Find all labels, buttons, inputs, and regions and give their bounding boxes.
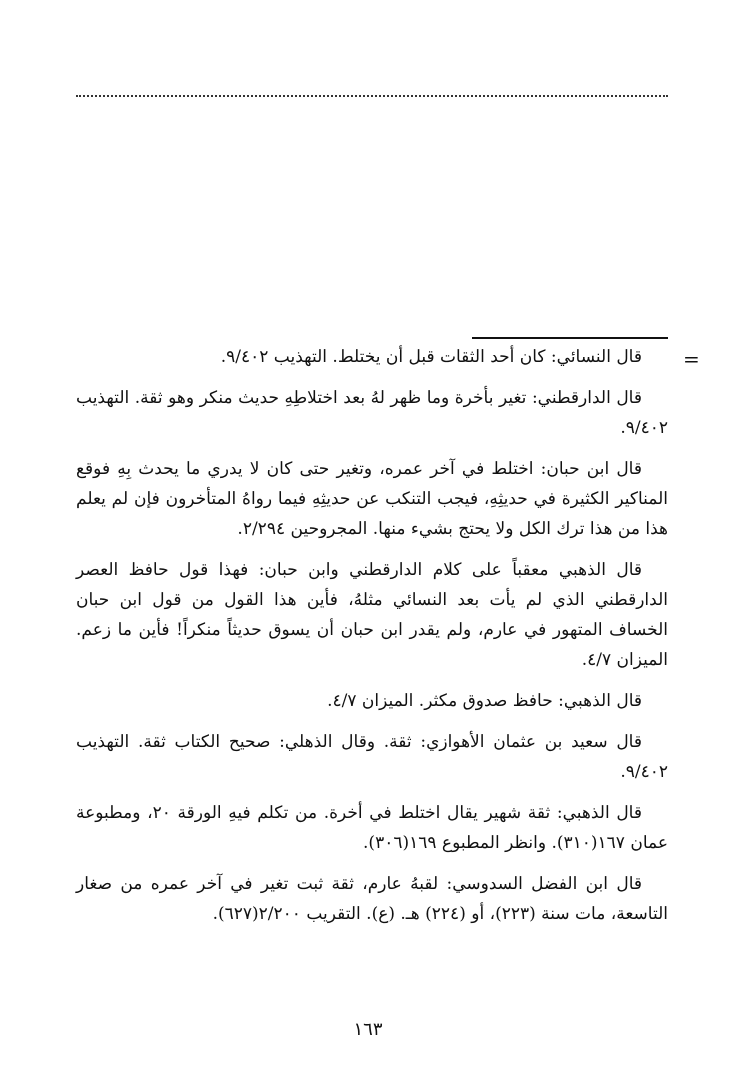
note-sadusi: قال ابن الفضل السدوسي: لقبهُ عارم، ثقة ثبت تغير في آخر عمره من صغار التاسعة، مات سنة (٢٢٣)، أو (٢٢٤) هـ. (ع). التقريب ٢/٢٠٠(٦٢٧). <box>76 874 668 924</box>
footnote-separator <box>472 337 668 339</box>
footnote-block <box>76 342 668 940</box>
note-ahwazi: قال سعيد بن عثمان الأهوازي: ثقة. وقال الذهلي: صحيح الكتاب ثقة. التهذيب ٩/٤٠٢. <box>76 732 668 782</box>
continuation-mark: = <box>683 347 700 371</box>
page-number: ١٦٣ <box>353 1019 383 1040</box>
note-dhahabi-thiqa: قال الذهبي: ثقة شهير يقال اختلط في أخرة. من تكلم فيهِ الورقة ٢٠، ومطبوعة عمان ١٦٧(٣١٠). وانظر المطبوع ١٦٩(٣٠٦). <box>76 803 668 853</box>
top-dotted-rule <box>76 95 668 97</box>
note-nasai: قال النسائي: كان أحد الثقات قبل أن يختلط. التهذيب ٩/٤٠٢. <box>220 347 642 367</box>
note-ibn-hibban: قال ابن حبان: اختلط في آخر عمره، وتغير حتى كان لا يدري ما يحدث بِهِ فوقع المناكير الكثيرة في حديثِهِ، فيجب التنكب عن حديثِهِ فيما رواهُ المتأخرون فإن لم يعلم هذا من هذا ترك الكل ولا يحتج بشيء منها. المجروحين ٢/٢٩٤. <box>76 459 668 539</box>
note-daraqutni: قال الدارقطني: تغير بأخرة وما ظهر لهُ بعد اختلاطِهِ حديث منكر وهو ثقة. التهذيب ٩/٤٠٢. <box>76 388 668 438</box>
note-dhahabi-rebuttal: قال الذهبي معقباً على كلام الدارقطني وابن حبان: فهذا قول حافظ العصر الدارقطني الذي لم يأت بعد النسائي مثلهُ، فأين هذا القول من قول ابن حبان الخساف المتهور في عارم، ولم يقدر ابن حبان أن يسوق حديثاً منكراً! فأين ما زعم. الميزان ٤/٧. <box>76 560 668 670</box>
note-dhahabi-short: قال الذهبي: حافظ صدوق مكثر. الميزان ٤/٧. <box>327 691 642 711</box>
